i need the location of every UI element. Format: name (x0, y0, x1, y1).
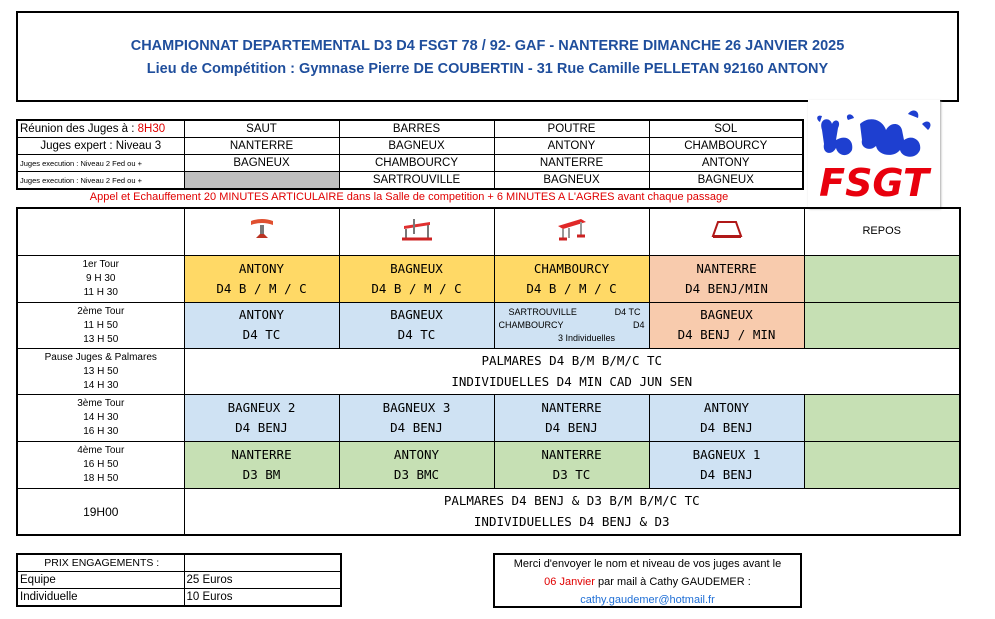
round-cell: NANTERRE D3 TC (494, 441, 649, 488)
header-title: CHAMPIONNAT DEPARTEMENTAL D3 D4 FSGT 78 / 92- GAF - NANTERRE DIMANCHE 26 JANVIER 2025 (130, 38, 845, 54)
merci-date: 06 Janvier (544, 576, 595, 588)
merci-line1: Merci d'envoyer le nom et niveau de vos juges avant le (513, 558, 782, 570)
round-cell: ANTONY D3 BMC (339, 441, 494, 488)
judge-cell: SARTROUVILLE (339, 172, 494, 190)
repos-cell (804, 394, 960, 441)
apparatus-sol: SOL (649, 120, 803, 138)
judge-cell: BAGNEUX (184, 155, 339, 172)
prix-blank (184, 554, 341, 572)
round-cell: BAGNEUX 3 D4 BENJ (339, 394, 494, 441)
vault-icon (247, 216, 277, 242)
pause-time-cell: Pause Juges & Palmares 13 H 50 14 H 30 (17, 348, 184, 394)
round-cell: NANTERRE D3 BM (184, 441, 339, 488)
round-cell: NANTERRE D4 BENJ (494, 394, 649, 441)
round-time-cell: 4ème Tour 16 H 50 18 H 50 (17, 441, 184, 488)
apparatus-saut: SAUT (184, 120, 339, 138)
merci-line2: 06 Janvier par mail à Cathy GAUDEMER : (544, 576, 751, 588)
header-blank (17, 208, 184, 255)
repos-cell (804, 302, 960, 348)
judge-cell-empty (184, 172, 339, 190)
repos-cell (804, 441, 960, 488)
round-time-cell: 2ème Tour 11 H 50 13 H 50 (17, 302, 184, 348)
judge-cell: NANTERRE (494, 155, 649, 172)
apparatus-icon-cell (184, 208, 339, 255)
prix-table (16, 553, 342, 607)
apparatus-icon-cell (339, 208, 494, 255)
round-cell: BAGNEUX 2 D4 BENJ (184, 394, 339, 441)
apparatus-barres: BARRES (339, 120, 494, 138)
apparatus-icon-cell (494, 208, 649, 255)
round-cell: ANTONY D4 BENJ (649, 394, 804, 441)
judge-cell: ANTONY (649, 155, 803, 172)
fsgt-logo-figures (808, 100, 940, 208)
final-palmares: PALMARES D4 BENJ & D3 B/M B/M/C TC INDIVIDUELLES D4 BENJ & D3 (184, 488, 960, 535)
beam-icon (555, 216, 589, 242)
merci-box (493, 553, 802, 608)
prix-title: PRIX ENGAGEMENTS : (17, 554, 184, 572)
header-location: Lieu de Compétition : Gymnase Pierre DE COUBERTIN - 31 Rue Camille PELLETAN 92160 ANTONY (146, 61, 829, 77)
prix-label: Equipe (17, 572, 184, 589)
judges-table (16, 119, 804, 190)
prix-value: 10 Euros (184, 589, 341, 607)
repos-header: REPOS (804, 208, 960, 255)
reunion-time: 8H30 (137, 123, 166, 135)
prix-value: 25 Euros (184, 572, 341, 589)
judge-cell: BAGNEUX (494, 172, 649, 190)
round-time-cell: 3ème Tour 14 H 30 16 H 30 (17, 394, 184, 441)
round-time-cell: 1er Tour 9 H 30 11 H 30 (17, 255, 184, 302)
prix-label: Individuelle (17, 589, 184, 607)
final-time-cell: 19H00 (17, 488, 184, 535)
judges-row-label: Juges execution : Niveau 2 Fed ou + (17, 155, 184, 172)
merci-email-link[interactable]: cathy.gaudemer@hotmail.fr (580, 594, 715, 606)
header-box (16, 11, 959, 102)
round-cell: CHAMBOURCY D4 B / M / C (494, 255, 649, 302)
pause-palmares: PALMARES D4 B/M B/M/C TC INDIVIDUELLES D4 MIN CAD JUN SEN (184, 348, 960, 394)
schedule-table (16, 207, 961, 536)
judges-row-label: Juges expert : Niveau 3 (17, 138, 184, 155)
fsgt-logo (808, 100, 940, 208)
judges-row-label: Juges execution : Niveau 2 Fed ou + (17, 172, 184, 190)
apparatus-poutre: POUTRE (494, 120, 649, 138)
bars-icon (400, 216, 434, 242)
round-cell: ANTONY D4 TC (184, 302, 339, 348)
round-cell: BAGNEUX D4 TC (339, 302, 494, 348)
round-cell: NANTERRE D4 BENJ/MIN (649, 255, 804, 302)
fsgt-logo-text: FSGT (819, 161, 929, 205)
round-cell: BAGNEUX D4 BENJ / MIN (649, 302, 804, 348)
reunion-label: Réunion des Juges à : 8H30 (17, 120, 184, 138)
judge-cell: BAGNEUX (339, 138, 494, 155)
appel-text: Appel et Echauffement 20 MINUTES ARTICULAIRE dans la Salle de competition + 6 MINUTES A L'AGRES avant chaque passage (89, 191, 729, 203)
floor-icon (710, 218, 744, 240)
round-cell: BAGNEUX 1 D4 BENJ (649, 441, 804, 488)
round-cell: ANTONY D4 B / M / C (184, 255, 339, 302)
apparatus-icon-cell (649, 208, 804, 255)
judge-cell: BAGNEUX (649, 172, 803, 190)
judge-cell: CHAMBOURCY (649, 138, 803, 155)
judge-cell: NANTERRE (184, 138, 339, 155)
round-cell-multi: SARTROUVILLE D4 TC CHAMBOURCY D4 3 Individuelles (494, 302, 649, 348)
judge-cell: ANTONY (494, 138, 649, 155)
judge-cell: CHAMBOURCY (339, 155, 494, 172)
repos-cell (804, 255, 960, 302)
round-cell: BAGNEUX D4 B / M / C (339, 255, 494, 302)
